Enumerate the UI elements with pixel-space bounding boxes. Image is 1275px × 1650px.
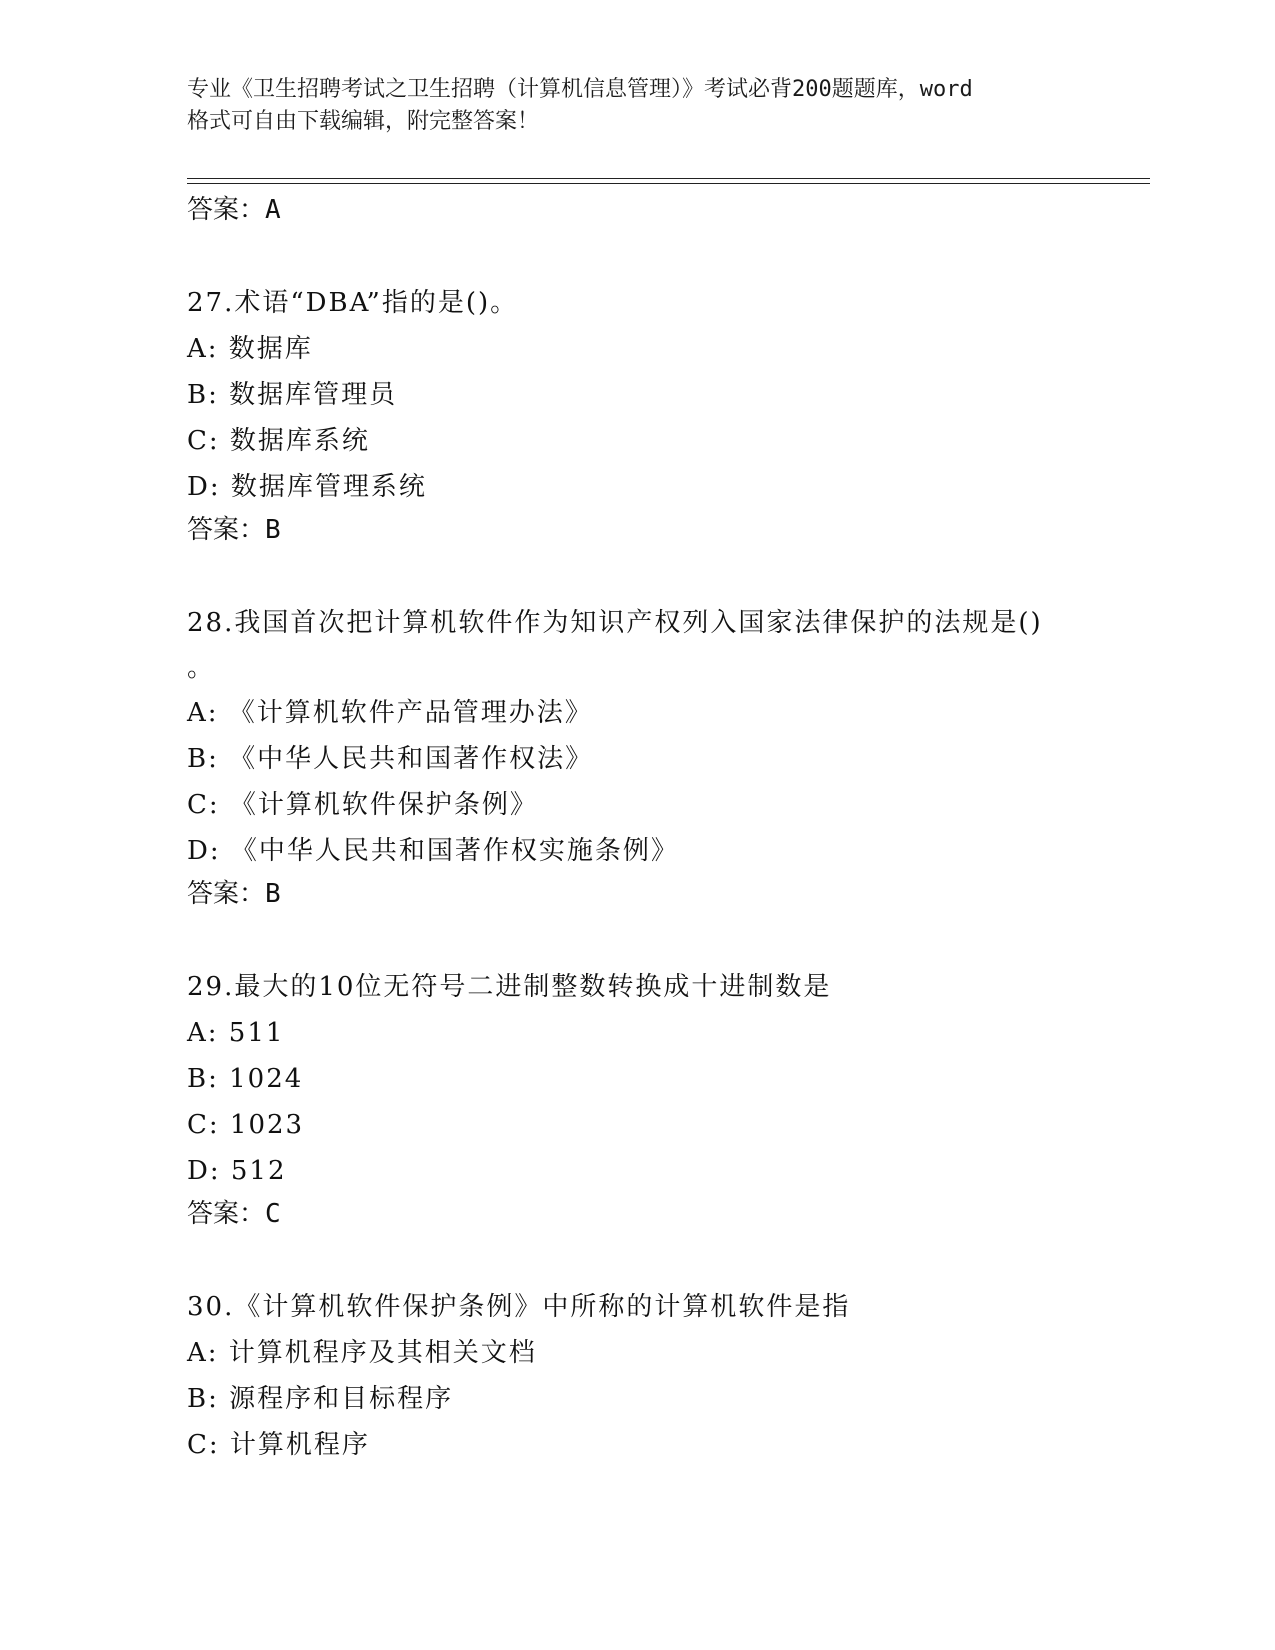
question-28 (187, 600, 1147, 914)
option-d: D: 512 (187, 1156, 287, 1186)
question-29 (187, 964, 1147, 1234)
question-stem-continuation: 。 (187, 653, 216, 683)
option-a: A: 511 (187, 1018, 285, 1048)
question-stem: 29.最大的10位无符号二进制整数转换成十进制数是 (187, 972, 832, 1002)
option-b: B: 源程序和目标程序 (187, 1384, 454, 1414)
question-stem: 28.我国首次把计算机软件作为知识产权列入国家法律保护的法规是() (187, 608, 1043, 638)
option-a: A: 计算机程序及其相关文档 (187, 1338, 537, 1368)
option-b: B: 《中华人民共和国著作权法》 (187, 744, 594, 774)
option-b: B: 1024 (187, 1064, 304, 1094)
option-c: C: 1023 (187, 1110, 305, 1140)
question-30 (187, 1284, 1147, 1468)
answer-line: 答案：B (187, 879, 281, 909)
question-stem: 30.《计算机软件保护条例》中所称的计算机软件是指 (187, 1292, 851, 1322)
option-c: C: 《计算机软件保护条例》 (187, 790, 538, 820)
header-rule-bottom (187, 183, 1150, 184)
question-stem: 27.术语“DBA”指的是()。 (187, 288, 519, 318)
header-rule-top (187, 178, 1150, 179)
option-a: A: 数据库 (187, 334, 313, 364)
option-c: C: 数据库系统 (187, 426, 370, 456)
header-line-1: 专业《卫生招聘考试之卫生招聘（计算机信息管理）》考试必背200题题库，word (187, 77, 973, 102)
option-b: B: 数据库管理员 (187, 380, 398, 410)
option-a: A: 《计算机软件产品管理办法》 (187, 698, 593, 728)
header-line-2: 格式可自由下载编辑，附完整答案！ (187, 109, 540, 134)
document-header (187, 74, 1087, 138)
option-c: C: 计算机程序 (187, 1430, 370, 1460)
answer-line: 答案：A (187, 195, 281, 225)
answer-line: 答案：C (187, 1199, 281, 1229)
option-d: D: 数据库管理系统 (187, 472, 427, 502)
question-27 (187, 280, 1147, 550)
option-d: D: 《中华人民共和国著作权实施条例》 (187, 836, 679, 866)
answer-line: 答案：B (187, 515, 281, 545)
question-list (187, 190, 1147, 1468)
